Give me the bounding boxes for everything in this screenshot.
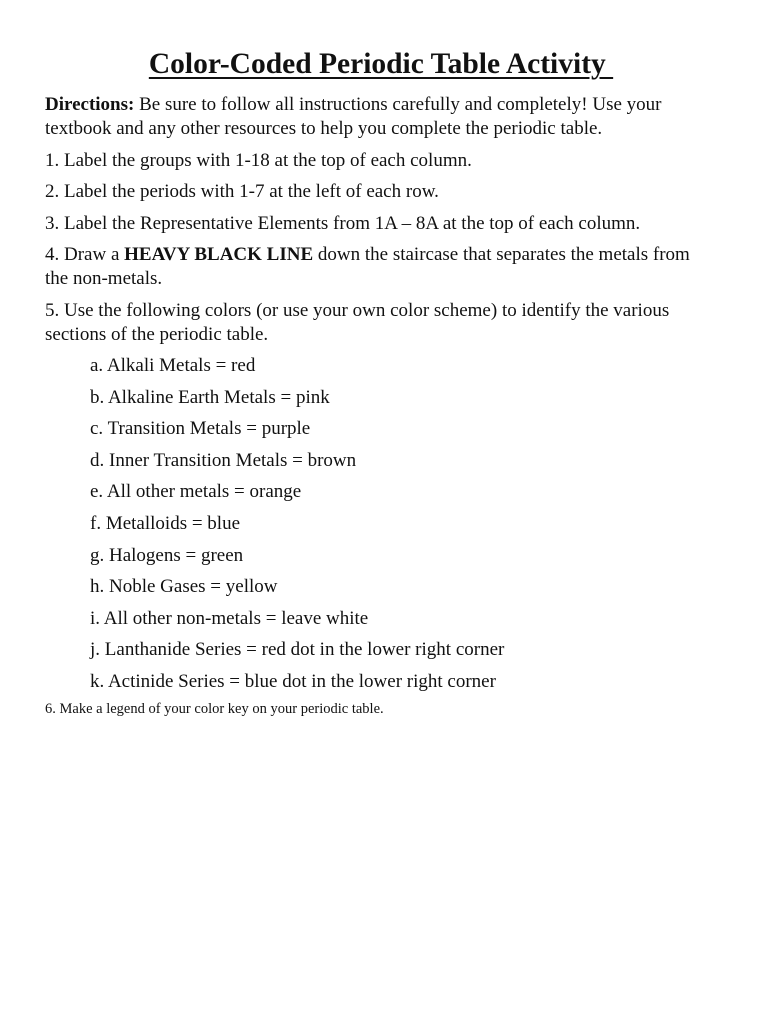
step-1: 1. Label the groups with 1-18 at the top of each column. [45,149,472,171]
color-item-alkali-metals: a. Alkali Metals = red [90,355,256,376]
step-6: 6. Make a legend of your color key on your periodic table. [45,700,384,717]
color-key-list [45,354,717,694]
step-4-prefix: 4. Draw a [45,244,125,265]
worksheet-page [45,44,717,718]
color-item-transition-metals: c. Transition Metals = purple [90,418,311,440]
step-4-emphasis: HEAVY BLACK LINE [124,244,314,265]
step-2: 2. Label the periods with 1-7 at the left of each row. [45,181,439,202]
color-item-other-non-metals: i. All other non-metals = leave white [90,607,369,629]
color-item-other-metals: e. All other metals = orange [90,481,302,503]
step-4 [45,243,717,291]
color-item-halogens: g. Halogens = green [90,544,244,566]
directions-paragraph [45,93,717,141]
color-item-actinide-series: k. Actinide Series = blue dot in the lower right corner [90,670,496,692]
directions-text: Be sure to follow all instructions carefully and completely! Use your textbook and any other resources to help you complete the periodic table. [45,94,662,139]
color-item-inner-transition-metals: d. Inner Transition Metals = brown [90,449,357,471]
step-3: 3. Label the Representative Elements from 1A – 8A at the top of each column. [45,212,641,234]
color-item-metalloids: f. Metalloids = blue [90,512,241,534]
page-title: Color-Coded Periodic Table Activity [148,48,614,80]
color-item-noble-gases: h. Noble Gases = yellow [90,576,278,598]
directions-label: Directions: [45,94,135,115]
step-4-suffix: down the staircase that separates the metals from the non-metals. [45,244,690,289]
color-item-alkaline-earth-metals: b. Alkaline Earth Metals = pink [90,386,330,408]
step-5: 5. Use the following colors (or use your own color scheme) to identify the various sections of the periodic table. [45,299,670,345]
color-item-lanthanide-series: j. Lanthanide Series = red dot in the lower right corner [90,639,505,661]
